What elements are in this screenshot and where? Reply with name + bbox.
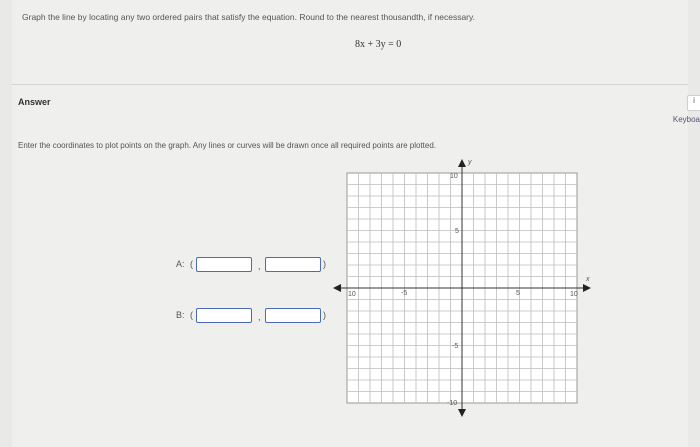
point-b-x-input[interactable] xyxy=(196,308,252,323)
question-panel xyxy=(12,0,688,85)
point-b-label: B: xyxy=(176,310,185,320)
point-b-y-input[interactable] xyxy=(265,308,321,323)
x-axis-right-arrow-icon xyxy=(583,284,591,292)
point-a-close-paren: ) xyxy=(323,259,326,269)
point-a-x-input[interactable] xyxy=(196,257,252,272)
point-b-comma: , xyxy=(258,312,261,322)
equation: 8x + 3y = 0 xyxy=(355,39,402,50)
y-axis-down-arrow-icon xyxy=(458,409,466,417)
point-a-comma: , xyxy=(258,261,261,271)
x-axis-left-arrow-icon xyxy=(333,284,341,292)
y-tick-label-pos10: 10 xyxy=(450,173,458,180)
keyboard-toggle-button[interactable]: i xyxy=(687,95,700,111)
coordinate-graph[interactable] xyxy=(330,155,595,425)
x-tick-label-pos10: 10 xyxy=(570,291,578,298)
answer-label: Answer xyxy=(18,97,51,107)
y-tick-label-pos5: 5 xyxy=(455,228,459,235)
point-b-open-paren: ( xyxy=(190,310,193,320)
y-axis-label: y xyxy=(468,159,472,166)
point-a-label: A: xyxy=(176,259,185,269)
y-tick-label-neg5: -5 xyxy=(452,343,459,350)
y-axis-up-arrow-icon xyxy=(458,159,466,167)
x-axis-label: x xyxy=(586,276,590,283)
x-tick-label-neg5: -5 xyxy=(401,290,408,297)
point-a-open-paren: ( xyxy=(190,259,193,269)
x-tick-label-neg10: 10 xyxy=(348,291,356,298)
instructions: Enter the coordinates to plot points on the graph. Any lines or curves will be drawn once all required points are plotted. xyxy=(18,141,437,150)
question-prompt: Graph the line by locating any two ordered pairs that satisfy the equation. Round to the nearest thousandth, if necessary. xyxy=(22,12,475,22)
y-tick-label-neg10: -10 xyxy=(447,400,458,407)
x-tick-label-pos5: 5 xyxy=(516,290,520,297)
keyboard-label[interactable]: Keyboa xyxy=(672,115,700,124)
point-b-close-paren: ) xyxy=(323,310,326,320)
point-a-y-input[interactable] xyxy=(265,257,321,272)
